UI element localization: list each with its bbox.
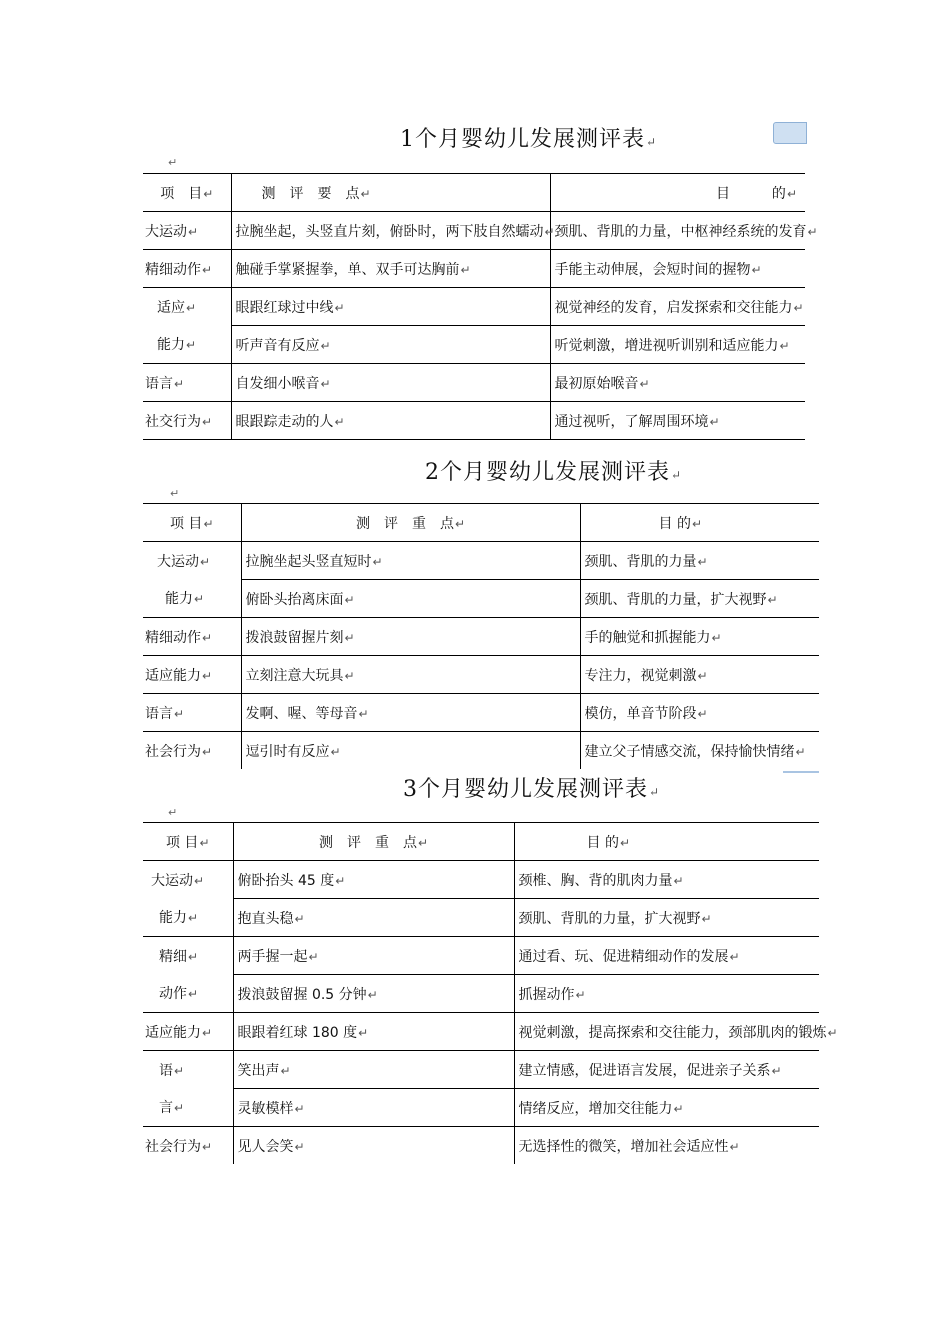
paragraph-mark: ↵ bbox=[194, 873, 205, 888]
table-cell: 精细↵ bbox=[143, 937, 233, 975]
table-cell: 颈肌、背肌的力量，扩大视野↵ bbox=[514, 899, 819, 937]
table-cell: 能力↵ bbox=[143, 326, 231, 364]
paragraph-mark: ↵ bbox=[701, 911, 712, 926]
table-cell: 拉腕坐起头竖直短时↵ bbox=[241, 542, 580, 580]
table-row bbox=[143, 732, 819, 770]
table-cell: 大运动↵ bbox=[143, 861, 233, 899]
table-cell: 适应能力↵ bbox=[143, 656, 241, 694]
paragraph-mark: ↵ bbox=[186, 338, 197, 353]
table-row bbox=[143, 861, 819, 899]
paragraph-mark: ↵ bbox=[779, 338, 790, 353]
header-cell: 目 的↵ bbox=[580, 504, 819, 542]
table-cell: 俯卧头抬离床面↵ bbox=[241, 580, 580, 618]
table-cell: 大运动↵ bbox=[143, 212, 231, 250]
paragraph-mark: ↵ bbox=[320, 376, 331, 391]
sidebar-tab-handle[interactable] bbox=[773, 122, 807, 144]
paragraph-mark: ↵ bbox=[334, 414, 345, 429]
table-cell: 抓握动作↵ bbox=[514, 975, 819, 1013]
table-cell: 情绪反应，增加交往能力↵ bbox=[514, 1089, 819, 1127]
paragraph-mark: ↵ bbox=[344, 592, 355, 607]
paragraph-mark: ↵ bbox=[360, 186, 371, 201]
table-cell: 通过视听，了解周围环境↵ bbox=[550, 402, 805, 440]
paragraph-mark: ↵ bbox=[308, 949, 319, 964]
paragraph-mark: ↵ bbox=[575, 987, 586, 1002]
paragraph-mark: ↵ bbox=[168, 806, 178, 819]
paragraph-mark: ↵ bbox=[697, 554, 708, 569]
table-cell: 颈肌、背肌的力量↵ bbox=[580, 542, 819, 580]
table-row bbox=[143, 656, 819, 694]
table-cell: 拉腕坐起，头竖直片刻，俯卧时，两下肢自然蠕动↵ bbox=[231, 212, 550, 250]
table-cell: 适应↵ bbox=[143, 288, 231, 326]
table-header-row bbox=[143, 823, 819, 861]
table-cell: 社交行为↵ bbox=[143, 402, 231, 440]
paragraph-mark: ↵ bbox=[170, 487, 180, 500]
table-cell: 精细动作↵ bbox=[143, 618, 241, 656]
paragraph-mark: ↵ bbox=[294, 911, 305, 926]
table-cell: 抱直头稳↵ bbox=[233, 899, 514, 937]
table-row bbox=[143, 1051, 819, 1089]
table-cell: 立刻注意大玩具↵ bbox=[241, 656, 580, 694]
paragraph-mark: ↵ bbox=[320, 338, 331, 353]
header-cell: 测 评 重 点↵ bbox=[241, 504, 580, 542]
paragraph-mark: ↵ bbox=[168, 156, 178, 169]
paragraph-mark: ↵ bbox=[619, 835, 631, 850]
paragraph-mark: ↵ bbox=[344, 668, 355, 683]
header-cell: 目 的↵ bbox=[514, 823, 819, 861]
paragraph-mark: ↵ bbox=[334, 300, 345, 315]
paragraph-mark: ↵ bbox=[709, 414, 720, 429]
table-row bbox=[143, 580, 819, 618]
table-cell: 精细动作↵ bbox=[143, 250, 231, 288]
paragraph-mark: ↵ bbox=[188, 949, 199, 964]
table-cell: 拨浪鼓留握片刻↵ bbox=[241, 618, 580, 656]
table-cell: 两手握一起↵ bbox=[233, 937, 514, 975]
table-row bbox=[143, 542, 819, 580]
table-cell: 听觉刺激，增进视听训别和适应能力↵ bbox=[550, 326, 805, 364]
header-cell: 项 目↵ bbox=[143, 823, 233, 861]
table-cell: 颈椎、胸、背的肌肉力量↵ bbox=[514, 861, 819, 899]
table-cell: 眼跟踪走动的人↵ bbox=[231, 402, 550, 440]
paragraph-mark: ↵ bbox=[294, 1139, 305, 1154]
table-cell: 通过看、玩、促进精细动作的发展↵ bbox=[514, 937, 819, 975]
paragraph-mark: ↵ bbox=[372, 554, 383, 569]
table-cell: 颈肌、背肌的力量，中枢神经系统的发育↵ bbox=[550, 212, 805, 250]
paragraph-mark: ↵ bbox=[358, 706, 369, 721]
paragraph-mark: ↵ bbox=[729, 949, 740, 964]
paragraph-mark: ↵ bbox=[202, 668, 213, 683]
table-cell: 见人会笑↵ bbox=[233, 1127, 514, 1165]
paragraph-mark: ↵ bbox=[174, 706, 185, 721]
paragraph-mark: ↵ bbox=[330, 744, 341, 759]
paragraph-mark: ↵ bbox=[673, 1101, 684, 1116]
table-cell: 言↵ bbox=[143, 1089, 233, 1127]
paragraph-mark: ↵ bbox=[460, 262, 471, 277]
table-cell: 听声音有反应↵ bbox=[231, 326, 550, 364]
paragraph-mark: ↵ bbox=[188, 987, 199, 1002]
table-cell: 动作↵ bbox=[143, 975, 233, 1013]
paragraph-mark: ↵ bbox=[194, 592, 205, 607]
table-row bbox=[143, 364, 805, 402]
paragraph-mark: ↵ bbox=[697, 706, 708, 721]
paragraph-mark: ↵ bbox=[367, 987, 378, 1002]
header-cell: 目 的↵ bbox=[550, 174, 805, 212]
table-cell: 无选择性的微笑，增加社会适应性↵ bbox=[514, 1127, 819, 1165]
table-cell: 笑出声↵ bbox=[233, 1051, 514, 1089]
header-cell: 测 评 重 点↵ bbox=[233, 823, 514, 861]
table-cell: 社会行为↵ bbox=[143, 1127, 233, 1165]
table-cell: 眼跟着红球 180 度↵ bbox=[233, 1013, 514, 1051]
table-row bbox=[143, 212, 805, 250]
paragraph-mark: ↵ bbox=[417, 835, 429, 850]
header-cell: 项 目↵ bbox=[143, 174, 231, 212]
paragraph-mark: ↵ bbox=[793, 300, 804, 315]
table-cell: 颈肌、背肌的力量，扩大视野↵ bbox=[580, 580, 819, 618]
table-cell: 拨浪鼓留握 0.5 分钟↵ bbox=[233, 975, 514, 1013]
paragraph-mark: ↵ bbox=[673, 873, 684, 888]
paragraph-mark: ↵ bbox=[639, 376, 650, 391]
paragraph-mark: ↵ bbox=[729, 1139, 740, 1154]
table2 bbox=[143, 503, 819, 769]
paragraph-mark: ↵ bbox=[202, 1025, 213, 1040]
table-header-row bbox=[143, 504, 819, 542]
table-row bbox=[143, 250, 805, 288]
table-cell: 最初原始喉音↵ bbox=[550, 364, 805, 402]
paragraph-mark: ↵ bbox=[544, 224, 555, 239]
table-cell: 大运动↵ bbox=[143, 542, 241, 580]
table-cell: 灵敏模样↵ bbox=[233, 1089, 514, 1127]
paragraph-mark: ↵ bbox=[188, 911, 199, 926]
table-cell: 适应能力↵ bbox=[143, 1013, 233, 1051]
paragraph-mark: ↵ bbox=[691, 516, 703, 531]
table-row bbox=[143, 1127, 819, 1165]
blue-tab-line bbox=[783, 771, 819, 773]
table3-title: 3个月婴幼儿发展测评表↵ bbox=[403, 777, 661, 802]
table-cell: 模仿，单音节阶段↵ bbox=[580, 694, 819, 732]
table1-title: 1个月婴幼儿发展测评表↵ bbox=[400, 127, 658, 152]
paragraph-mark: ↵ bbox=[202, 630, 213, 645]
paragraph-mark: ↵ bbox=[697, 668, 708, 683]
table-cell: 手的触觉和抓握能力↵ bbox=[580, 618, 819, 656]
table-row bbox=[143, 937, 819, 975]
paragraph-mark: ↵ bbox=[344, 630, 355, 645]
table-row bbox=[143, 326, 805, 364]
table1 bbox=[143, 173, 818, 440]
paragraph-mark: ↵ bbox=[202, 414, 213, 429]
paragraph-mark: ↵ bbox=[454, 516, 466, 531]
paragraph-mark: ↵ bbox=[186, 300, 197, 315]
paragraph-mark: ↵ bbox=[174, 376, 185, 391]
table-cell: 建立父子情感交流，保持愉快情绪↵ bbox=[580, 732, 819, 770]
paragraph-mark: ↵ bbox=[203, 186, 214, 201]
table-cell: 发啊、喔、等母音↵ bbox=[241, 694, 580, 732]
table-cell: 自发细小喉音↵ bbox=[231, 364, 550, 402]
paragraph-mark: ↵ bbox=[827, 1025, 838, 1040]
table-row bbox=[143, 899, 819, 937]
table-row bbox=[143, 1013, 819, 1051]
table-cell: 逗引时有反应↵ bbox=[241, 732, 580, 770]
paragraph-mark: ↵ bbox=[294, 1101, 305, 1116]
paragraph-mark: ↵ bbox=[280, 1063, 291, 1078]
table-cell: 语言↵ bbox=[143, 364, 231, 402]
paragraph-mark: ↵ bbox=[807, 224, 818, 239]
paragraph-mark: ↵ bbox=[199, 835, 210, 850]
paragraph-mark: ↵ bbox=[795, 744, 806, 759]
paragraph-mark: ↵ bbox=[203, 516, 214, 531]
table-cell: 专注力，视觉刺激↵ bbox=[580, 656, 819, 694]
paragraph-mark: ↵ bbox=[711, 630, 722, 645]
header-cell: 测 评 要 点↵ bbox=[231, 174, 550, 212]
paragraph-mark: ↵ bbox=[786, 186, 797, 201]
table-cell: 能力↵ bbox=[143, 899, 233, 937]
table-cell: 视觉神经的发育，启发探索和交往能力↵ bbox=[550, 288, 805, 326]
paragraph-mark: ↵ bbox=[202, 1139, 213, 1154]
table-header-row bbox=[143, 174, 805, 212]
header-cell: 项 目↵ bbox=[143, 504, 241, 542]
table-row bbox=[143, 288, 805, 326]
paragraph-mark: ↵ bbox=[188, 224, 199, 239]
paragraph-mark: ↵ bbox=[174, 1101, 185, 1116]
table-row bbox=[143, 618, 819, 656]
table-cell: 视觉刺激，提高探索和交往能力，颈部肌肉的锻炼↵ bbox=[514, 1013, 819, 1051]
paragraph-mark: ↵ bbox=[771, 1063, 782, 1078]
table-cell: 社会行为↵ bbox=[143, 732, 241, 770]
table-cell: 语言↵ bbox=[143, 694, 241, 732]
paragraph-mark: ↵ bbox=[202, 744, 213, 759]
table-cell: 语↵ bbox=[143, 1051, 233, 1089]
table-row bbox=[143, 1089, 819, 1127]
table-cell: 建立情感，促进语言发展，促进亲子关系↵ bbox=[514, 1051, 819, 1089]
paragraph-mark: ↵ bbox=[767, 592, 778, 607]
table-row bbox=[143, 975, 819, 1013]
table-row bbox=[143, 694, 819, 732]
paragraph-mark: ↵ bbox=[174, 1063, 185, 1078]
paragraph-mark: ↵ bbox=[335, 873, 346, 888]
paragraph-mark: ↵ bbox=[751, 262, 762, 277]
table-cell: 触碰手掌紧握拳，单、双手可达胸前↵ bbox=[231, 250, 550, 288]
table-cell: 俯卧抬头 45 度↵ bbox=[233, 861, 514, 899]
table-cell: 手能主动伸展，会短时间的握物↵ bbox=[550, 250, 805, 288]
table2-title: 2个月婴幼儿发展测评表↵ bbox=[425, 460, 683, 485]
paragraph-mark: ↵ bbox=[200, 554, 211, 569]
paragraph-mark: ↵ bbox=[202, 262, 213, 277]
table3 bbox=[143, 822, 838, 1164]
table-cell: 眼跟红球过中线↵ bbox=[231, 288, 550, 326]
paragraph-mark: ↵ bbox=[358, 1025, 369, 1040]
table-cell: 能力↵ bbox=[143, 580, 241, 618]
table-row bbox=[143, 402, 805, 440]
